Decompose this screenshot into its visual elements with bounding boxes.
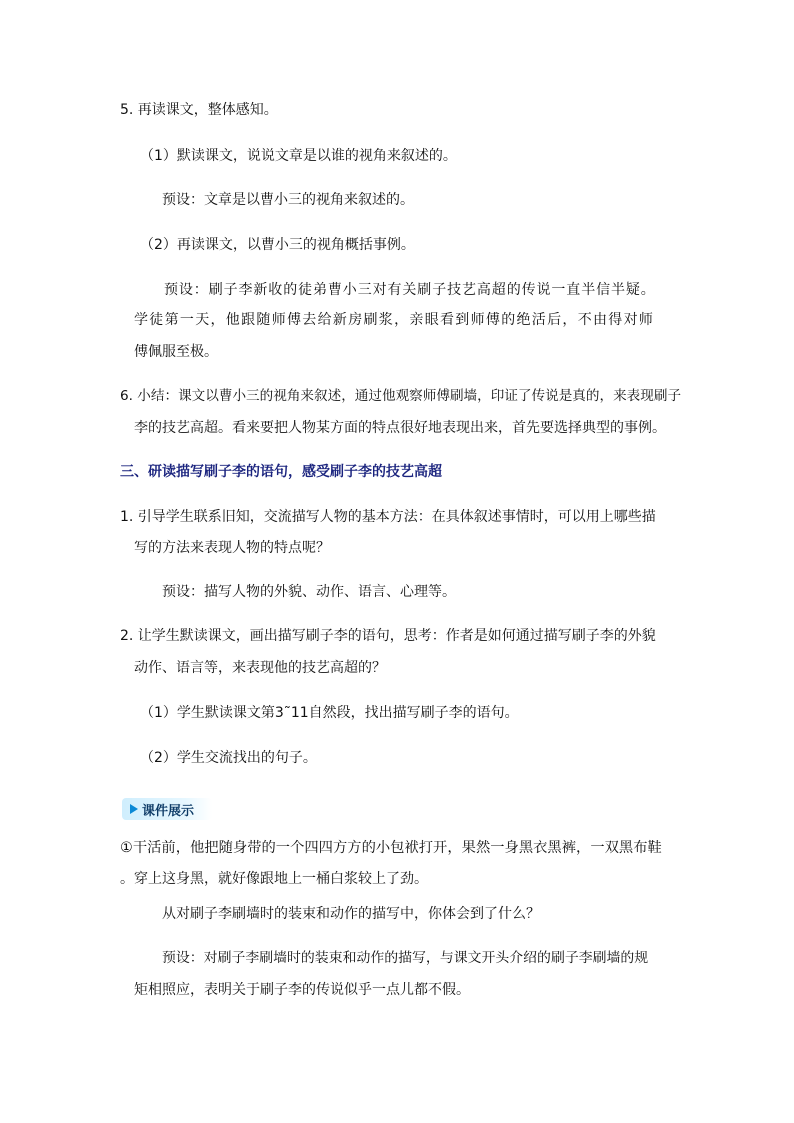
item-2-line-1: 2. 让学生默读课文，画出描写刷子李的语句，思考：作者是如何通过描写刷子李的外貌 (120, 628, 656, 644)
item-1-answer: 预设：描写人物的外貌、动作、语言、心理等。 (162, 584, 456, 600)
play-triangle-icon (130, 804, 138, 814)
courseware-badge-label: 课件展示 (142, 803, 195, 819)
item-2-line-2: 动作、语言等，来表现他的技艺高超的？ (134, 660, 386, 676)
quote-line-1: ①干活前，他把随身带的一个四四方方的小包袱打开，果然一身黑衣黑裤，一双黑布鞋 (120, 840, 662, 856)
question-1: （1）默读课文，说说文章是以谁的视角来叙述的。 (140, 148, 457, 164)
quote-line-2: 。穿上这身黑，就好像跟地上一桶白浆较上了劲。 (120, 871, 428, 887)
section-3-heading: 三、研读描写刷子李的语句，感受刷子李的技艺高超 (120, 464, 442, 480)
summary-line-1: 6. 小结：课文以曹小三的视角来叙述，通过他观察师傅刷墙，印证了传说是真的，来表现刷子 (120, 388, 682, 404)
summary-line-2: 李的技艺高超。看来要把人物某方面的特点很好地表现出来，首先要选择典型的事例。 (134, 420, 666, 436)
answer-2-line-1: 预设：刷子李新收的徒弟曹小三对有关刷子技艺高超的传说一直半信半疑。 (164, 282, 656, 298)
courseware-badge (122, 798, 212, 820)
item-2-sub-1: （1）学生默读课文第3˜11自然段，找出描写刷子李的语句。 (140, 705, 519, 721)
item-2-sub-2: （2）学生交流找出的句子。 (140, 750, 317, 766)
question-2: （2）再读课文，以曹小三的视角概括事例。 (140, 237, 415, 253)
answer-2-line-2: 学徒第一天，他跟随师傅去给新房刷浆，亲眼看到师傅的绝活后，不由得对师 (134, 312, 655, 328)
item-1-line-2: 写的方法来表现人物的特点呢？ (134, 540, 330, 556)
item-1-line-1: 1. 引导学生联系旧知，交流描写人物的基本方法：在具体叙述事情时，可以用上哪些描 (120, 509, 656, 525)
final-answer-line-2: 矩相照应，表明关于刷子李的传说似乎一点儿都不假。 (134, 982, 470, 998)
answer-2-line-3: 傅佩服至极。 (134, 344, 218, 360)
reflection-question: 从对刷子李刷墙时的装束和动作的描写中，你体会到了什么？ (162, 906, 540, 922)
answer-1: 预设：文章是以曹小三的视角来叙述的。 (162, 192, 414, 208)
final-answer-line-1: 预设：对刷子李刷墙时的装束和动作的描写，与课文开头介绍的刷子李刷墙的规 (162, 950, 649, 966)
section-5-title: 5. 再读课文，整体感知。 (120, 102, 278, 118)
